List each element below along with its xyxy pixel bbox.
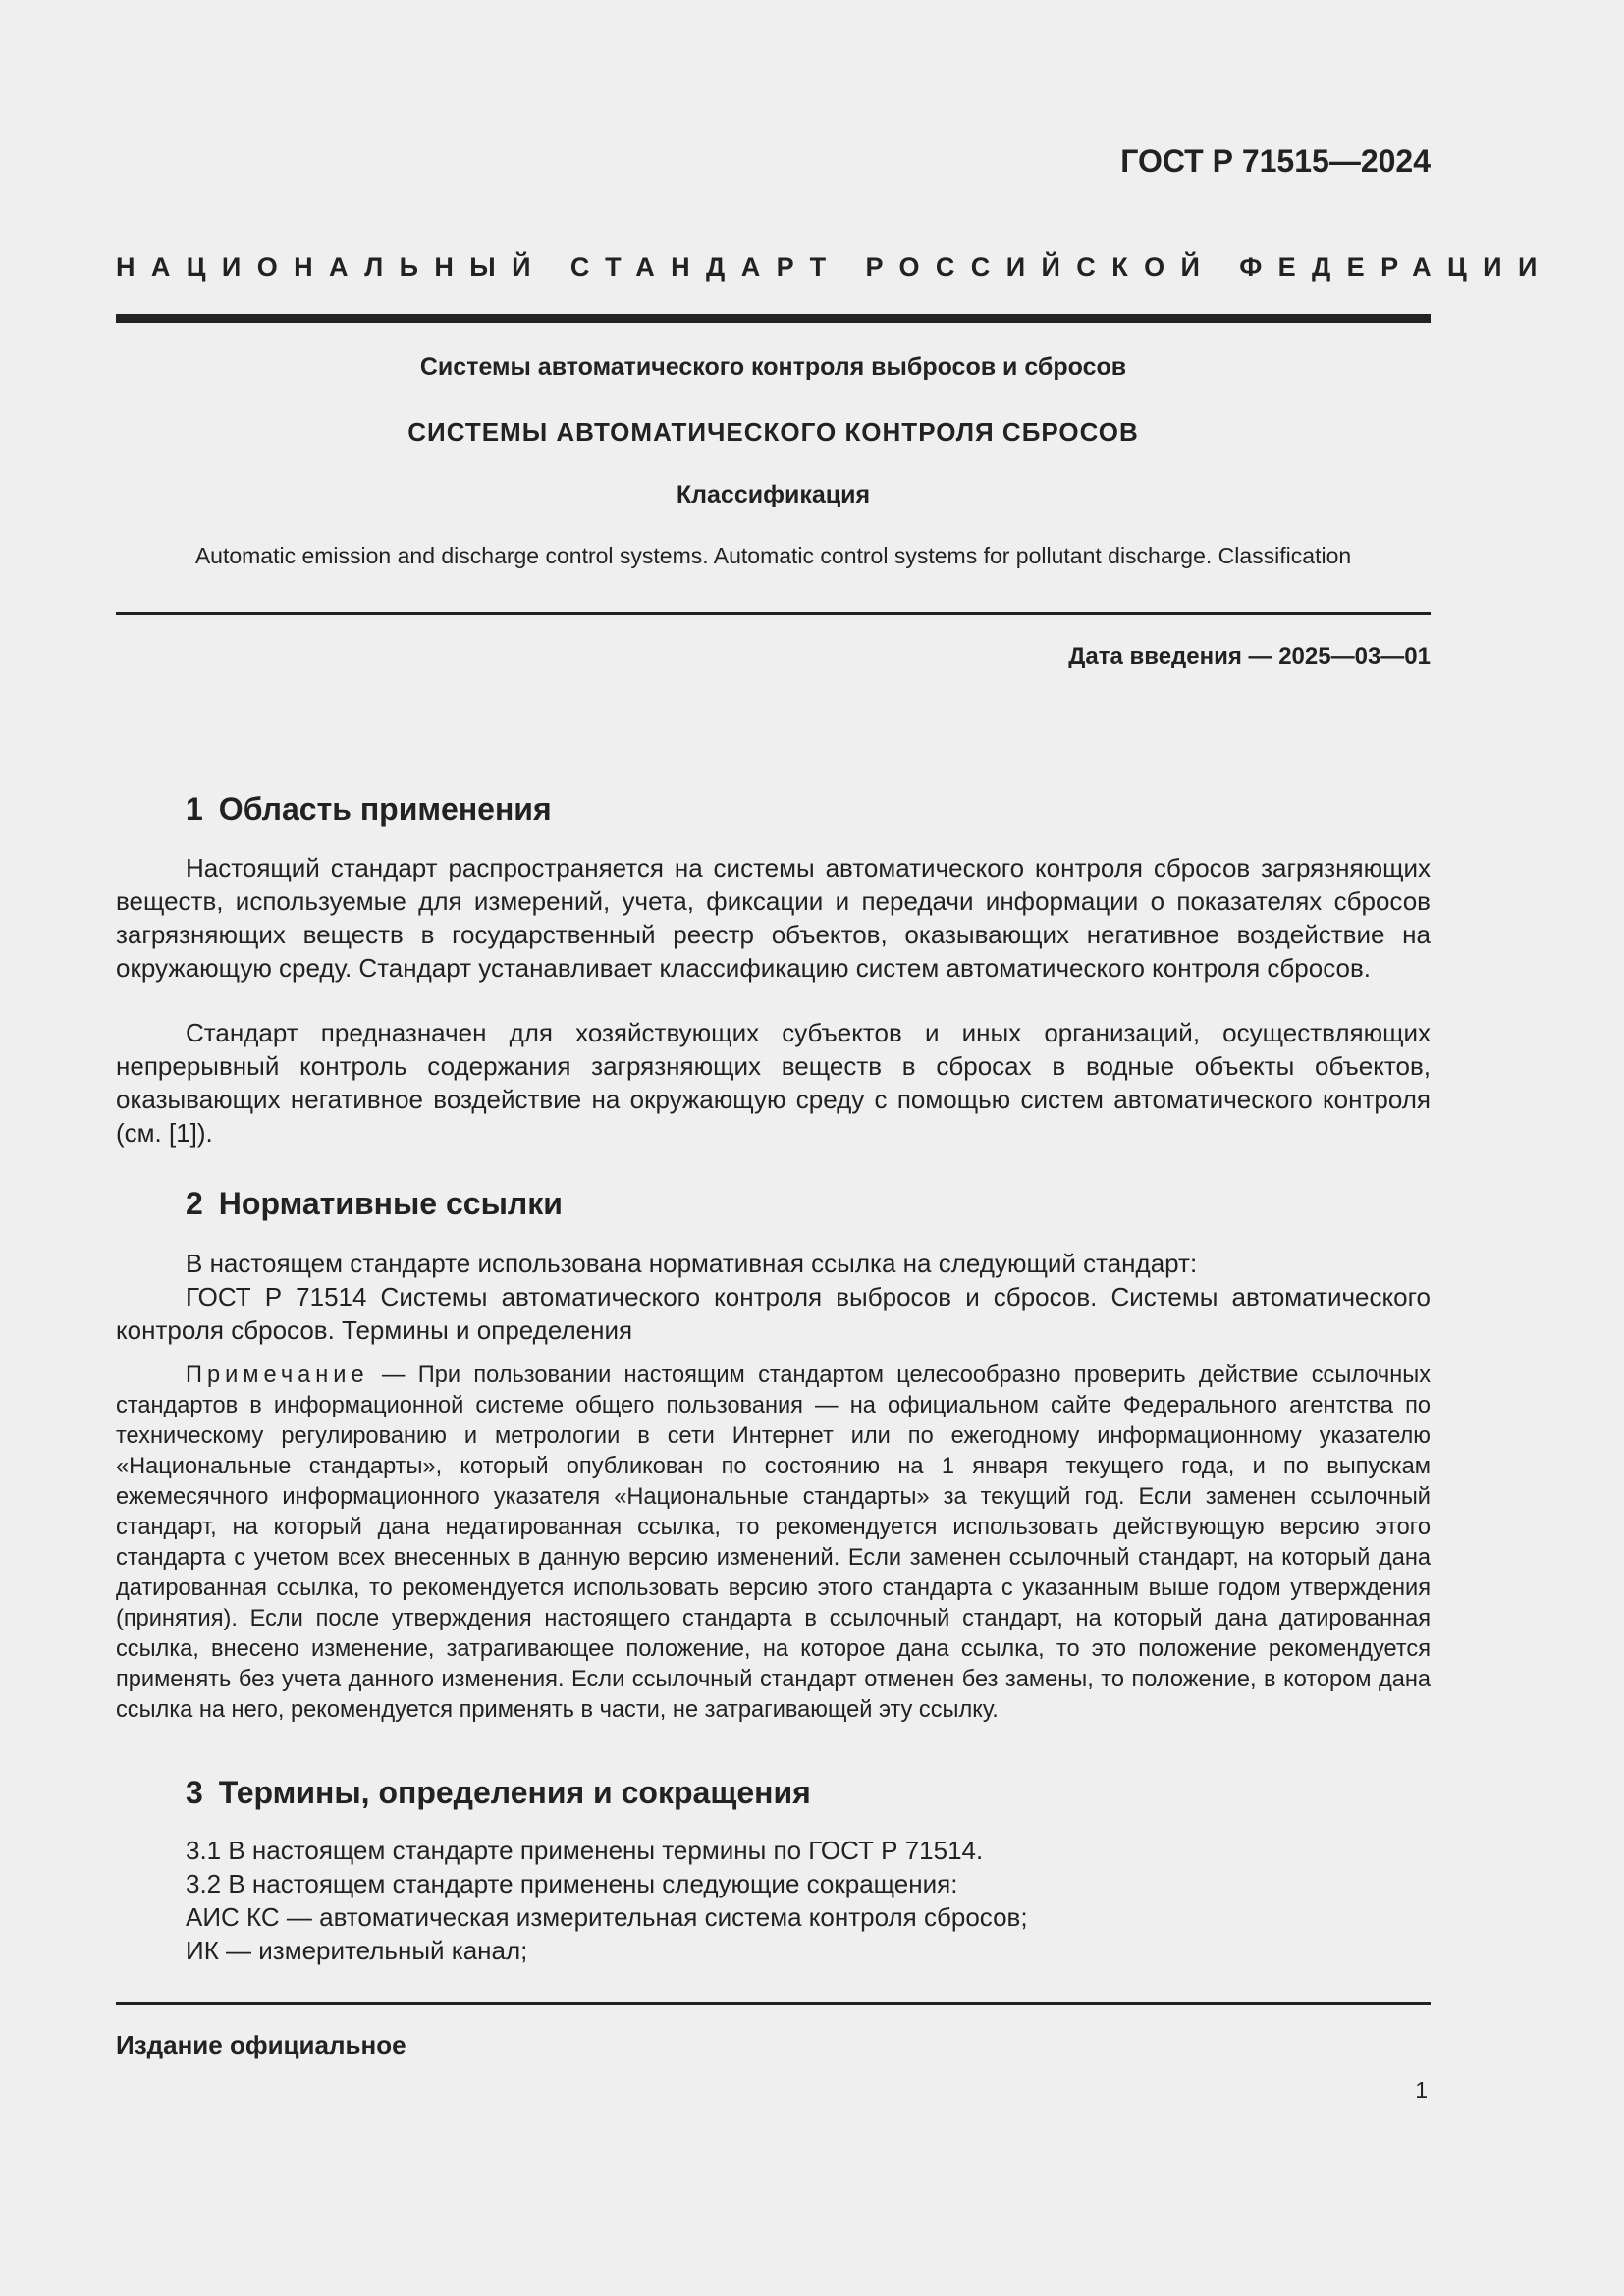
section-2-paragraph-1: В настоящем стандарте использована нормативная ссылка на следующий стандарт: [186, 1249, 1198, 1278]
official-edition-label: Издание официальное [116, 2030, 406, 2059]
abbreviation-2: ИК — измерительный канал; [186, 1936, 528, 1965]
title-line-1: Системы автоматического контроля выбросов и сбросов [419, 353, 1127, 381]
abbreviation-1: АИС КС — автоматическая измерительная система контроля сбросов; [186, 1902, 1028, 1932]
english-title: Automatic emission and discharge control systems. Automatic control systems for pollutant discharge. Classification [194, 543, 1352, 568]
note-text: — При пользовании настоящим стандартом целесообразно проверить действие ссылочных стандартов в информационной системе общего пользования — на официальном сайте Федерального агентства по техническому регулированию и метрологии в сети Интернет или по ежегодному информационному указателю «Национальные стандарты», который опубликован по состоянию на 1 января текущего года, и по выпускам ежемесячного информационного указателя «Национальные стандарты» за текущий год. Если заменен ссылочный стандарт, на который дана недатированная ссылка, то рекомендуется использовать действующую версию этого стандарта с учетом всех внесенных в данную версию изменений. Если заменен ссылочный стандарт, на который дана датированная ссылка, то рекомендуется использовать версию этого стандарта с указанным выше годом утверждения (принятия). Если после утверждения настоящего стандарта в ссылочный стандарт, на который дана датированная ссылка, внесено изменение, затрагивающее положение, на которое дана ссылка, то это положение рекомендуется применять без учета данного изменения. Если ссылочный стандарт отменен без замены, то положение, в котором дана ссылка на него, рекомендуется применять в части, не затрагивающей эту ссылку. [116, 1362, 1431, 1723]
section-1-paragraph-2: Стандарт предназначен для хозяйствующих субъектов и иных организаций, осуществляющих непрерывный контроль содержания загрязняющих веществ в сбросах в водные объекты объектов, оказывающих негативное воздействие на окружающую среду с помощью систем автоматического контроля (см. [1]). [116, 1018, 1431, 1148]
document-number: ГОСТ Р 71515—2024 [1120, 143, 1431, 179]
section-number: 2 [186, 1186, 203, 1221]
title-line-2: СИСТЕМЫ АВТОМАТИЧЕСКОГО КОНТРОЛЯ СБРОСОВ [407, 417, 1139, 447]
national-standard-heading: НАЦИОНАЛЬНЫЙ СТАНДАРТ РОССИЙСКОЙ ФЕДЕРАЦИИ [116, 252, 1553, 282]
section-title: Термины, определения и сокращения [218, 1775, 811, 1810]
section-3-item-1: 3.1 В настоящем стандарте применены термины по ГОСТ Р 71514. [186, 1836, 984, 1865]
section-2-heading [186, 1186, 563, 1222]
note-label: Примечание [186, 1362, 369, 1388]
section-1-heading [186, 791, 552, 828]
footer-divider [116, 2002, 1431, 2005]
introduction-date: Дата введения — 2025—03—01 [1068, 643, 1431, 669]
section-number: 3 [186, 1775, 203, 1810]
section-1-paragraph-1: Настоящий стандарт распространяется на системы автоматического контроля сбросов загрязняющих веществ, используемые для измерений, учета, фиксации и передачи информации о показателях сбросов загрязняющих веществ в государственный реестр объектов, оказывающих негативное воздействие на окружающую среду. Стандарт устанавливает классификацию систем автоматического контроля сбросов. [116, 853, 1431, 983]
section-3-item-2: 3.2 В настоящем стандарте применены следующие сокращения: [186, 1869, 958, 1898]
section-title: Область применения [218, 791, 552, 827]
title-divider [116, 612, 1431, 615]
section-number: 1 [186, 791, 203, 827]
section-3-heading [186, 1775, 811, 1811]
header-divider [116, 314, 1431, 323]
page-number: 1 [1415, 2077, 1428, 2103]
section-2-reference: ГОСТ Р 71514 Системы автоматического контроля выбросов и сбросов. Системы автоматического контроля сбросов. Термины и определения [116, 1282, 1431, 1345]
section-title: Нормативные ссылки [218, 1186, 563, 1221]
title-line-3: Классификация [676, 481, 871, 508]
section-2-note [116, 1361, 1431, 1726]
